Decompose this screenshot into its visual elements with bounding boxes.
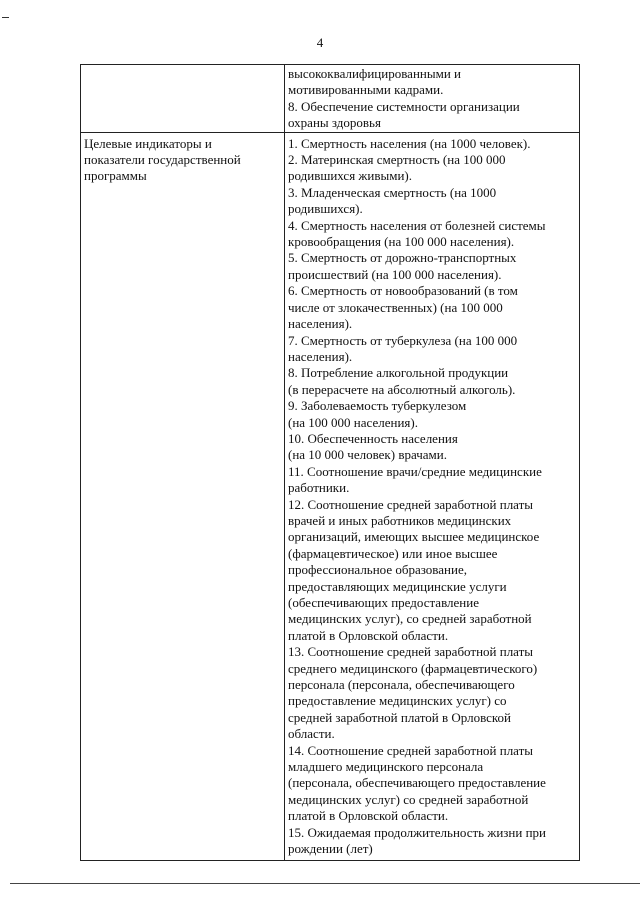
indicator-line: 6. Смертность от новообразований (в том xyxy=(288,283,518,299)
indicator-line: младшего медицинского персонала xyxy=(288,759,484,775)
indicator-line: 1. Смертность населения (на 1000 человек). xyxy=(288,135,531,151)
indicator-line: 7. Смертность от туберкулеза (на 100 000 xyxy=(288,332,518,348)
indicator-line: 2. Материнская смертность (на 100 000 xyxy=(288,152,506,168)
indicator-line: 15. Ожидаемая продолжительность жизни при xyxy=(288,824,547,840)
indicator-line: 12. Соотношение средней заработной платы xyxy=(288,496,534,512)
indicator-line: рождении (лет) xyxy=(288,841,373,857)
indicator-line: 11. Соотношение врачи/средние медицинские xyxy=(288,463,542,479)
indicator-line: происшествий (на 100 000 населения). xyxy=(288,266,502,282)
indicator-line: 3. Младенческая смертность (на 1000 xyxy=(288,184,497,200)
indicator-line: предоставляющих медицинские услуги xyxy=(288,578,507,594)
indicator-line: 5. Смертность от дорожно-транспортных xyxy=(288,250,517,266)
section-title-cell xyxy=(81,132,285,860)
indicator-line: платой в Орловской области. xyxy=(288,627,449,643)
indicator-line: врачей и иных работников медицинских xyxy=(288,512,512,528)
indicator-line: (обеспечивающих предоставление xyxy=(288,595,479,610)
program-table xyxy=(80,64,580,861)
indicator-line: (на 10 000 человек) врачами. xyxy=(288,447,447,463)
indicator-line: профессиональное образование, xyxy=(288,562,467,578)
indicator-line: медицинских услуг) со средней заработной xyxy=(288,791,529,807)
section-title-line: программы xyxy=(84,168,147,184)
section-title-line: показатели государственной xyxy=(84,152,241,168)
indicator-line: предоставление медицинских услуг) со xyxy=(288,693,507,709)
indicator-line: персонала (персонала, обеспечивающего xyxy=(288,677,515,693)
indicator-line: среднего медицинского (фармацевтического) xyxy=(288,660,538,676)
scan-edge-mark xyxy=(2,17,9,18)
continuation-cell xyxy=(285,65,580,133)
indicator-line: населения). xyxy=(288,316,353,332)
indicator-line: 13. Соотношение средней заработной платы xyxy=(288,644,534,660)
indicator-line: средней заработной платой в Орловской xyxy=(288,709,512,725)
indicator-line: 9. Заболеваемость туберкулезом xyxy=(288,398,467,414)
indicator-line: родившихся). xyxy=(288,201,363,217)
indicator-line: (на 100 000 населения). xyxy=(288,414,418,430)
indicators-cell xyxy=(285,132,580,860)
indicator-line: (в перерасчете на абсолютный алкоголь). xyxy=(288,381,516,397)
indicator-line: организаций, имеющих высшее медицинское xyxy=(288,529,540,545)
indicator-line: числе от злокачественных) (на 100 000 xyxy=(288,299,503,315)
table-row-continuation xyxy=(81,65,580,133)
indicator-line: (фармацевтическое) или иное высшее xyxy=(288,545,498,561)
indicator-line: области. xyxy=(288,726,335,742)
section-title-line: Целевые индикаторы и xyxy=(84,135,212,151)
table-row-indicators xyxy=(81,132,580,860)
indicator-line: 8. Потребление алкогольной продукции xyxy=(288,365,509,381)
text-line: мотивированными кадрами. xyxy=(288,82,444,98)
indicator-line: работники. xyxy=(288,480,350,496)
empty-label-cell xyxy=(81,65,285,133)
text-line: высококвалифицированными и xyxy=(288,66,461,81)
indicator-line: 10. Обеспеченность населения xyxy=(288,430,458,446)
indicator-line: медицинских услуг), со средней заработной xyxy=(288,611,532,627)
text-line: охраны здоровья xyxy=(288,115,381,131)
indicator-line: родившихся живыми). xyxy=(288,168,413,184)
indicator-line: 14. Соотношение средней заработной платы xyxy=(288,742,534,758)
bottom-rule xyxy=(10,883,640,884)
indicator-line: (персонала, обеспечивающего предоставление xyxy=(288,775,546,791)
text-line: 8. Обеспечение системности организации xyxy=(288,98,520,114)
indicator-line: платой в Орловской области. xyxy=(288,808,449,824)
page-number: 4 xyxy=(316,35,324,50)
indicator-line: 4. Смертность населения от болезней системы xyxy=(288,217,546,233)
indicator-line: кровообращения (на 100 000 населения). xyxy=(288,234,515,250)
indicator-line: населения). xyxy=(288,348,353,364)
